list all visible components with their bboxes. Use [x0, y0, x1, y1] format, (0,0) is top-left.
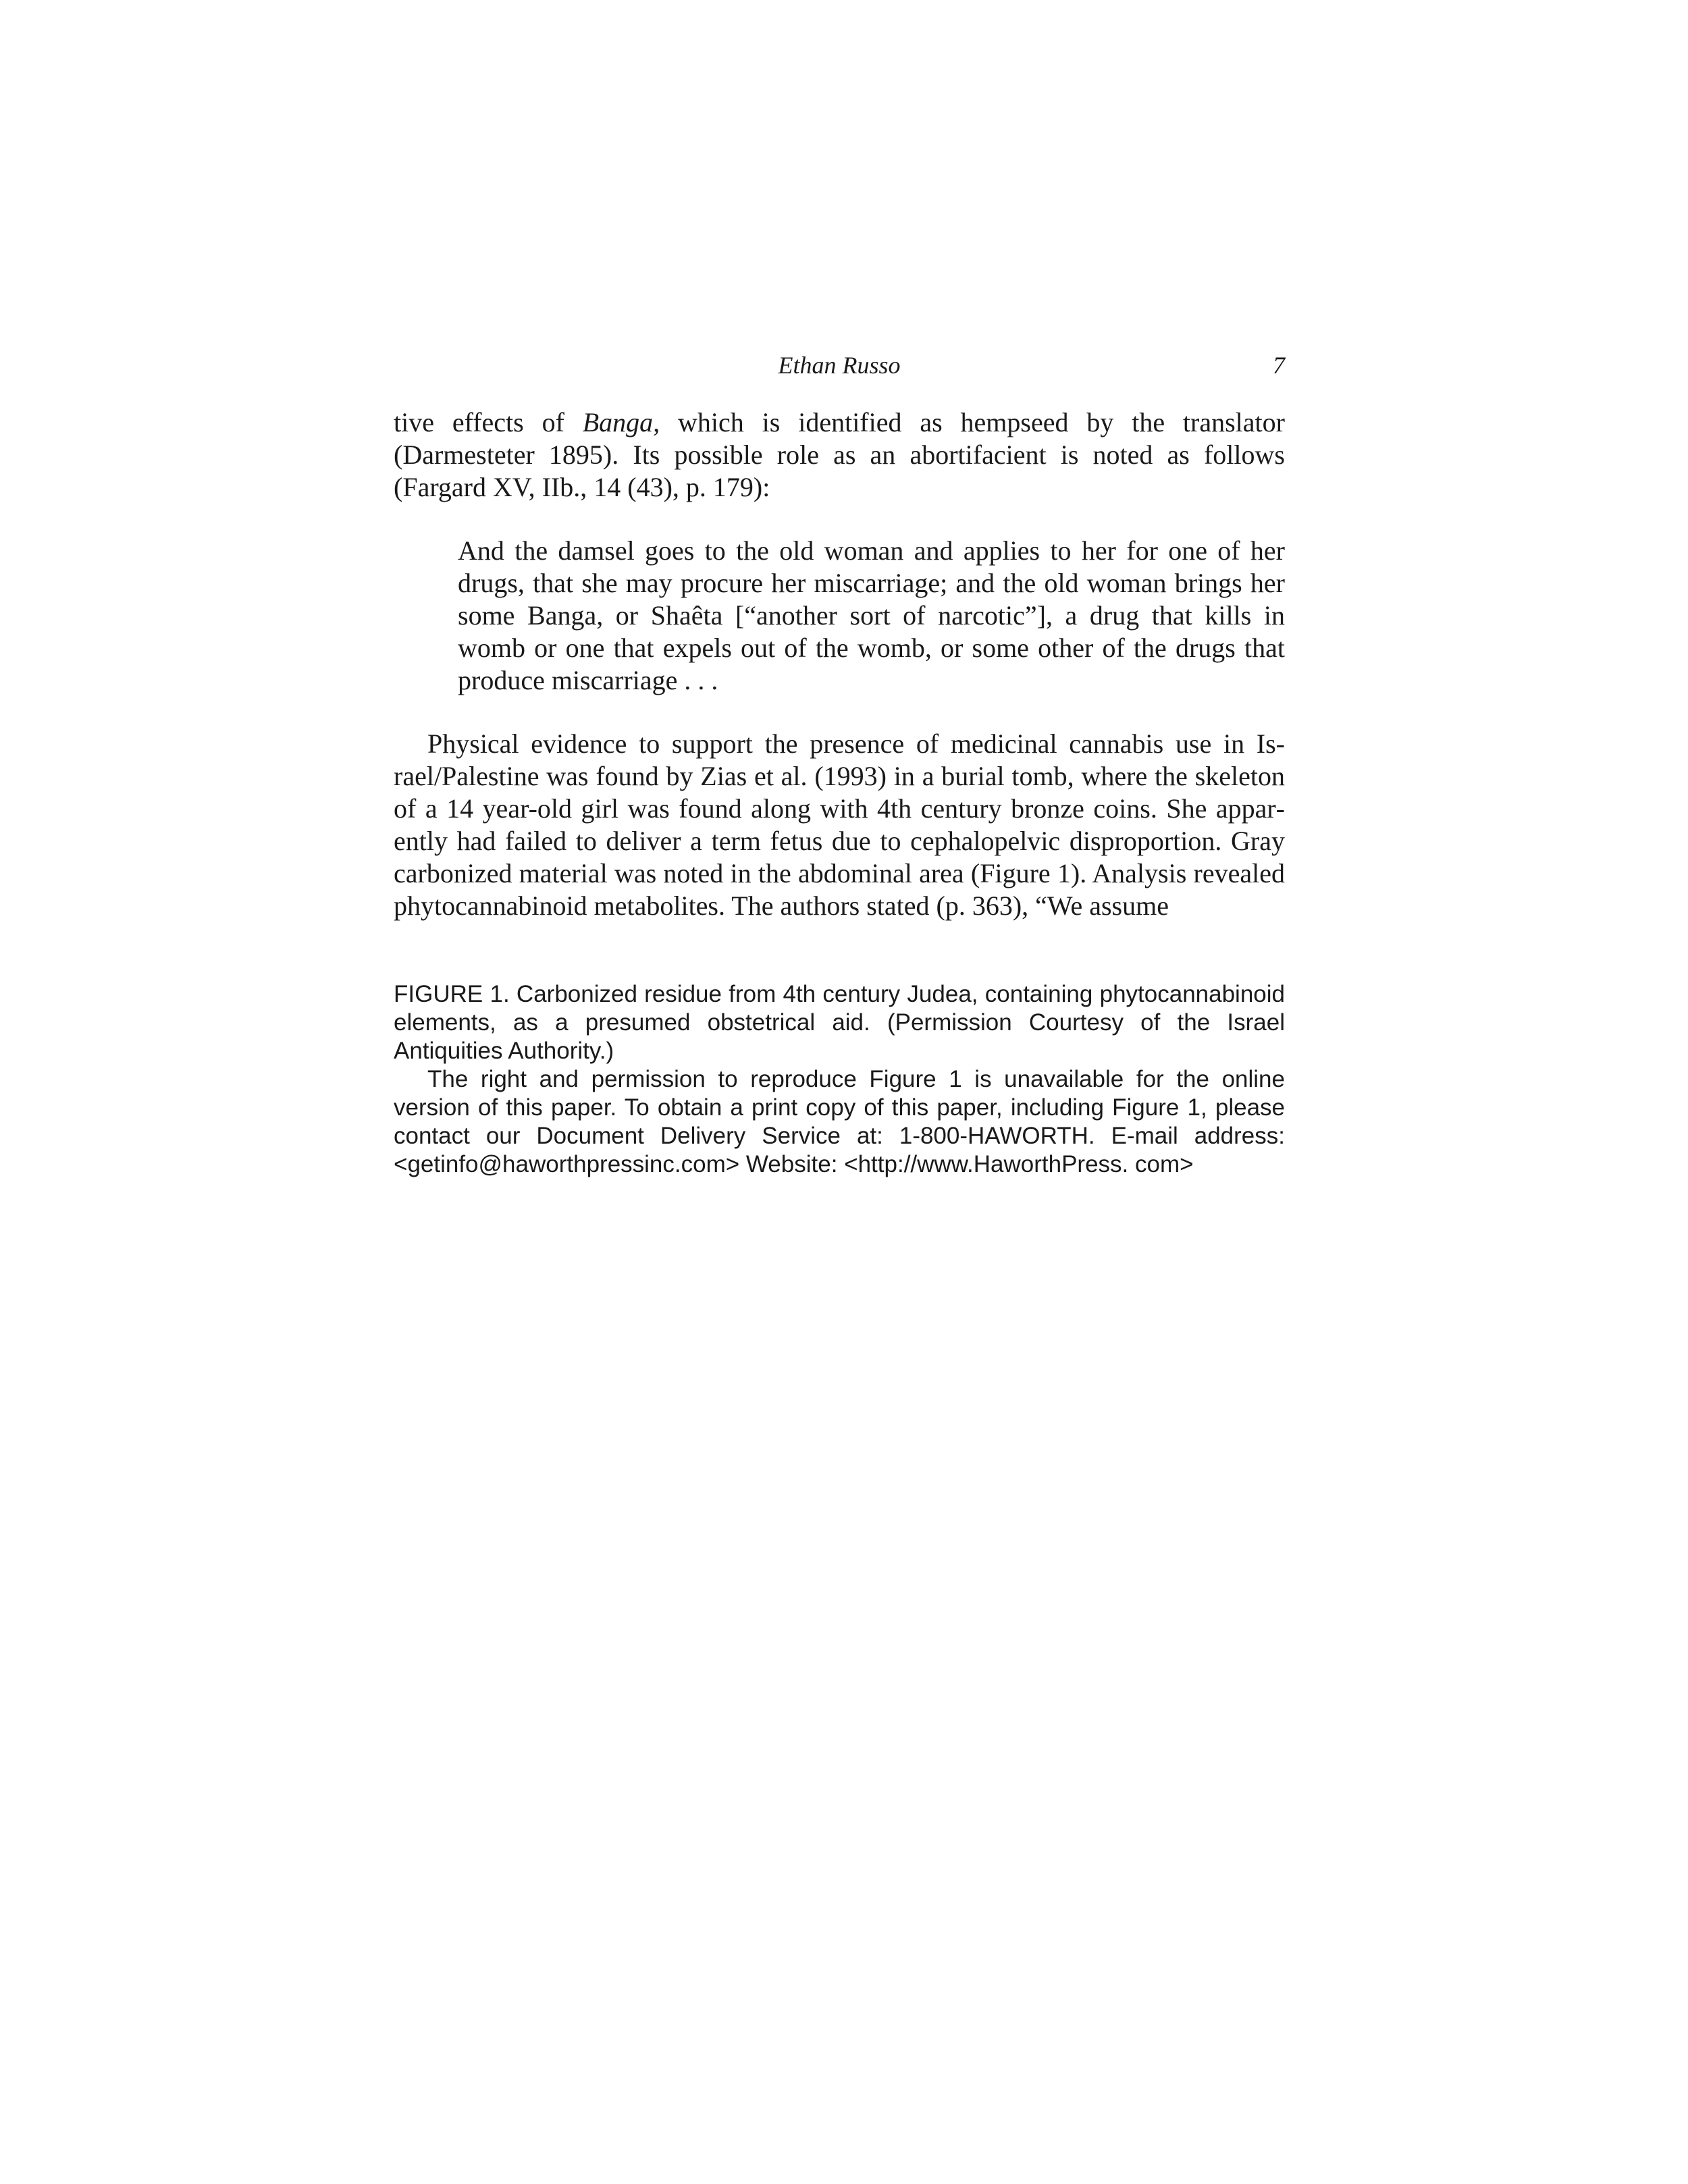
page-number: 7 [1273, 352, 1285, 379]
paragraph-physical-evidence: Physical evidence to support the presence of medicinal cannabis use in Israel/Palestine was found by Zias et al. (1993) in a burial tomb, where the skeleton of a 14 year-old girl was found along with 4th century bronze coins. She apparently had failed to deliver a term fetus due to cephalopelvic disproportion. Gray carbonized material was noted in the abdominal area (Figure 1). Analysis revealed phytocannabinoid metabolites. The authors stated (p. 363), “We assume [394, 728, 1285, 921]
figure-caption [394, 980, 1285, 1179]
figure-reproduction-notice: The right and permission to reproduce Figure 1 is unavailable for the online version of this paper. To obtain a print copy of this paper, including Figure 1, please contact our Document Delivery Service at: 1-800-HAWORTH. E-mail address: <getinfo@haworthpressinc.com> Website: <http://www.HaworthPress. com> [394, 1066, 1285, 1177]
italic-term-banga: Banga, [582, 407, 660, 437]
paragraph-text-start: tive effects of [394, 407, 583, 437]
paragraph-text-end: which is identified as hempseed by the translator (Darmesteter 1895). Its possible role as an abortifacient is noted as follows (Fargard XV, IIb., 14 (43), p. 179): [394, 407, 1285, 502]
running-head [394, 351, 1285, 392]
figure-caption-text: FIGURE 1. Carbonized residue from 4th century Judea, containing phytocannabinoid elements, as a presumed obstetrical aid. (Permission Courtesy of the Israel Antiquities Authority.) [394, 981, 1285, 1064]
block-quote: And the damsel goes to the old woman and applies to her for one of her drugs, that she may procure her miscarriage; and the old woman brings her some Banga, or Shaêta [“another sort of narcotic”], a drug that kills in womb or one that expels out of the womb, or some other of the drugs that produce miscarriage . . . [458, 535, 1285, 695]
paragraph-continued [394, 406, 1285, 504]
running-head-author: Ethan Russo [778, 352, 901, 379]
page [394, 351, 1285, 1179]
